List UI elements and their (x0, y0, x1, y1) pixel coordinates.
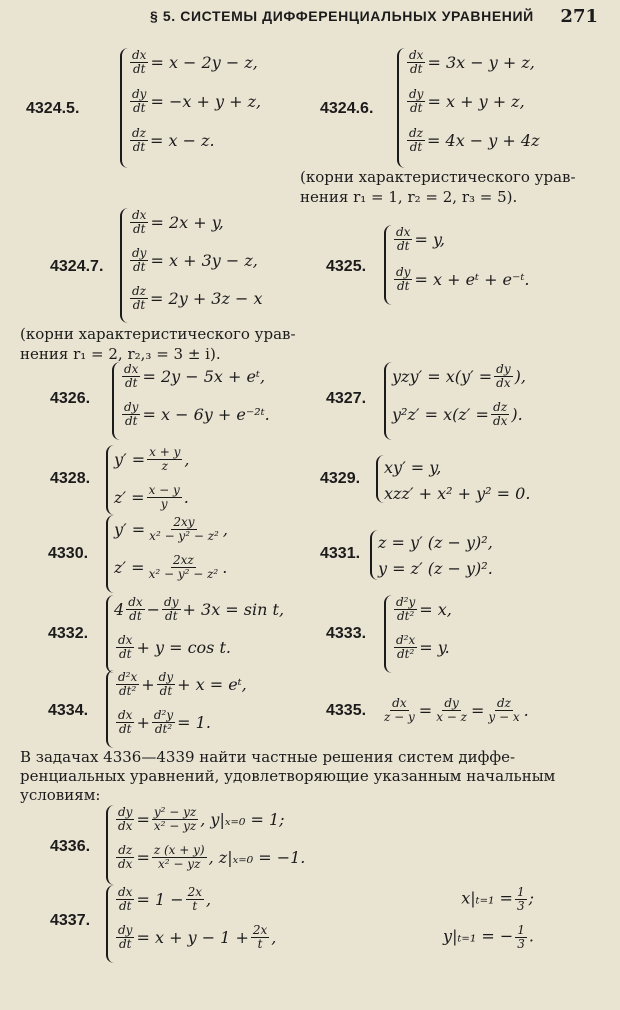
note-4324-6-line2: нения r₁ = 1, r₂ = 2, r₃ = 5). (300, 188, 518, 206)
problem-number-4324-5: 4324.5. (26, 100, 80, 117)
system-4332: 4 $\frac{dx}{dt}$ − $\frac{dy}{dt}$ + 3x = sin t, $\frac{dx}{dt}$ + y = cos t. (106, 595, 284, 673)
eq-4326-2: = x − 6y + e⁻²ᵗ. (142, 404, 270, 424)
eq-4324-7-3: = 2y + 3z − x (150, 288, 263, 308)
system-4330: y′ = $\frac{2xy}{\text{x² − y² − z²}}$ , z′ = $\frac{2xz}{\text{x² − y² − z²}}$ . (106, 515, 228, 593)
system-4324-5: $\frac{dx}{dt}$ = x − 2y − z, $\frac{dy}{dt}$ = −x + y + z, $\frac{dz}{dt}$ = x − z. (120, 48, 261, 168)
system-4328: y′ = $\frac{x + y}{z}$ , z′ = $\frac{x - y}{y}$ . (106, 445, 190, 515)
system-4336: $\frac{dy}{dx}$ = $\frac{\text{y² − yz}}{\text{x² − yz}}$ , y|ₓ₌₀ = 1; $\frac{dz}{dx}$ = $\frac{z (x + y)}{\text{x² − yz}}$ , z|ₓ₌₀ = −1. (106, 805, 305, 885)
page-header (0, 6, 620, 34)
eq-4325-1: = y, (414, 229, 445, 249)
note-4324-7-line2: нения r₁ = 2, r₂,₃ = 3 ± i). (20, 345, 221, 363)
system-4333: $\frac{\text{d²y}}{\text{dt²}}$ = x, $\frac{\text{d²x}}{\text{dt²}}$ = y. (384, 595, 452, 673)
problem-number-4337: 4337. (50, 912, 91, 929)
eq-4332-2: + y = cos t. (136, 637, 231, 657)
eq-4324-7-2: = x + 3y − z, (150, 250, 258, 270)
eq-4329-2: xzz′ + x² + y² = 0. (384, 483, 531, 503)
system-4327: yzy′ = x ( y′ = $\frac{dy}{dx}$ ), y²z′ = x ( z′ = $\frac{dz}{dx}$ ). (384, 362, 526, 440)
eq-4325-2: = x + eᵗ + e⁻ᵗ. (414, 269, 530, 289)
system-4337: $\frac{dx}{dt}$ = 1 − $\frac{2x}{t}$ , x|ₜ₌₁ = $\frac{1}{3}$ ; $\frac{dy}{dt}$ = x + y − 1 + $\frac{2x}{t}$ , y|ₜ₌₁ = − $\frac{1}{3}$ . (106, 885, 604, 963)
problem-number-4327: 4327. (326, 390, 367, 407)
problem-number-4335: 4335. (326, 702, 367, 719)
system-4325: $\frac{dx}{dt}$ = y, $\frac{dy}{dt}$ = x + eᵗ + e⁻ᵗ. (384, 225, 530, 305)
eq-4333-2: = y. (419, 637, 450, 657)
problem-number-4328: 4328. (50, 470, 91, 487)
intro-paragraph (20, 748, 605, 805)
eq-4324-7-1: = 2x + y, (150, 212, 224, 232)
problem-number-4334: 4334. (48, 702, 89, 719)
problem-number-4333: 4333. (326, 625, 367, 642)
eq-4324-5-1: = x − 2y − z, (150, 52, 258, 72)
eq-4324-5-3: = x − z. (150, 130, 215, 150)
problem-number-4332: 4332. (48, 625, 89, 642)
system-4329 (376, 455, 530, 503)
intro-line-3: условиям: (20, 786, 101, 804)
problem-number-4324-7: 4324.7. (50, 258, 104, 275)
eq-4329-1: xy′ = y, (384, 457, 442, 477)
problem-number-4330: 4330. (48, 545, 89, 562)
system-4324-6: $\frac{dx}{dt}$ = 3x − y + z, $\frac{dy}{dt}$ = x + y + z, $\frac{dz}{dt}$ = 4x − y + 4z (397, 48, 540, 168)
system-4331 (370, 530, 493, 580)
system-4324-7: $\frac{dx}{dt}$ = 2x + y, $\frac{dy}{dt}$ = x + 3y − z, $\frac{dz}{dt}$ = 2y + 3z − x (120, 208, 263, 323)
eq-4331-2: y = z′ (z − y)². (378, 558, 493, 578)
eq-4324-6-1: = 3x − y + z, (427, 52, 535, 72)
section-title: § 5. СИСТЕМЫ ДИФФЕРЕНЦИАЛЬНЫХ УРАВНЕНИЙ (150, 8, 534, 24)
note-4324-7-line1: (корни характеристического урав- (20, 325, 296, 343)
problem-number-4336: 4336. (50, 838, 91, 855)
eq-4326-1: = 2y − 5x + eᵗ, (142, 366, 266, 386)
problem-number-4331: 4331. (320, 545, 361, 562)
page-number: 271 (560, 6, 598, 27)
eq-4327-1-end: ), (514, 366, 526, 386)
eq-4324-6-3: = 4x − y + 4z (427, 130, 540, 150)
intro-line-1: В задачах 4336—4339 найти частные решения систем диффе- (20, 748, 516, 766)
intro-line-2: ренциальных уравнений, удовлетворяющие указанным начальным (20, 767, 556, 785)
eq-4324-5-2: = −x + y + z, (150, 91, 262, 111)
system-4326: $\frac{dx}{dt}$ = 2y − 5x + eᵗ, $\frac{dy}{dt}$ = x − 6y + e⁻²ᵗ. (112, 362, 270, 440)
problem-number-4326: 4326. (50, 390, 91, 407)
system-4334: $\frac{\text{d²x}}{\text{dt²}}$ + $\frac{dy}{dt}$ + x = eᵗ, $\frac{dx}{dt}$ + $\frac{\text{d²y}}{\text{dt²}}$ = 1. (106, 670, 247, 748)
eq-4333-1: = x, (419, 599, 452, 619)
problem-number-4325: 4325. (326, 258, 367, 275)
eq-4331-1: z = y′ (z − y)², (378, 532, 493, 552)
problem-number-4329: 4329. (320, 470, 361, 487)
problem-number-4324-6: 4324.6. (320, 100, 374, 117)
eq-4327-2-end: ). (511, 404, 523, 424)
equation-4335: $\frac{dx}{z - y}$ = $\frac{dy}{x - z}$ = $\frac{dz}{y - x}$ . (384, 695, 529, 724)
note-4324-6-line1: (корни характеристического урав- (300, 168, 576, 186)
eq-4324-6-2: = x + y + z, (427, 91, 525, 111)
